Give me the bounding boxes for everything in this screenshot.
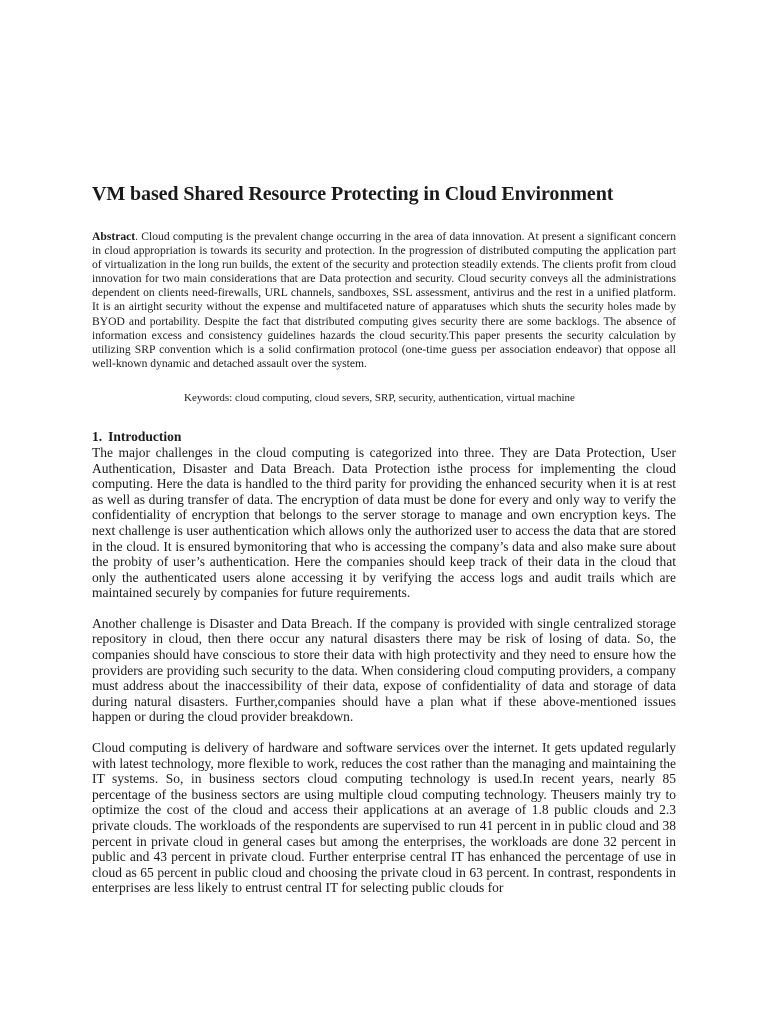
section-heading-introduction — [92, 429, 676, 445]
paragraph-1: The major challenges in the cloud computing is categorized into three. They are Data Protection, User Authentication, Disaster and Data Breach. Data Protection isthe process for implementing the cloud computing. Here the data is handled to the third parity for providing the enhanced security when it is at rest as well as during transfer of data. The encryption of data must be done for every and only way to verify the confidentiality of encryption that belongs to the server storage to manage and own encryption keys. The next challenge is user authentication which allows only the authorized user to access the data that are stored in the cloud. It is ensured bymonitoring that who is accessing the company’s data and also make sure about the probity of user’s authentication. Here the companies should keep track of their data in the cloud that only the authenticated users alone accessing it by verifying the access logs and audit trails which are maintained securely by companies for future requirements. — [92, 444, 676, 601]
section-title: Introduction — [108, 428, 182, 444]
document-page — [92, 180, 676, 911]
paper-title: VM based Shared Resource Protecting in Cloud Environment — [92, 183, 614, 205]
section-number: 1. — [92, 428, 103, 444]
abstract — [92, 230, 676, 371]
paragraph-3: Cloud computing is delivery of hardware and software services over the internet. It gets updated regularly with latest technology, more flexible to work, reduces the cost rather than the managing and maintaining the IT systems. So, in business sectors cloud computing technology is used.In recent years, nearly 85 percentage of the business sectors are using multiple cloud computing technology. Theusers mainly try to optimize the cost of the cloud and access their applications at an average of 1.8 public clouds and 2.3 private clouds. The workloads of the respondents are supervised to run 41 percent in in public cloud and 38 percent in private cloud in general cases but among the enterprises, the workloads are done 32 percent in public and 43 percent in private cloud. Further enterprise central IT has enhanced the percentage of use in cloud as 65 percent in public cloud and choosing the private cloud in 63 percent. In contrast, respondents in enterprises are less likely to entrust central IT for selecting public clouds for — [92, 740, 676, 896]
abstract-label: Abstract — [92, 230, 136, 243]
keywords: Keywords: cloud computing, cloud severs, SRP, security, authentication, virtual machine — [184, 391, 575, 404]
paragraph-2: Another challenge is Disaster and Data Breach. If the company is provided with single centralized storage repository in cloud, then there occur any natural disasters there may be risk of losing of data. So, the companies should have conscious to store their data with high protectivity and they need to ensure how the providers are providing such security to the data. When considering cloud computing providers, a company must address about the inaccessibility of their data, expose of confidentiality of data and storage of data during natural disasters. Further,companies should have a plan what if these above-mentioned issues happen or during the cloud provider breakdown. — [92, 615, 676, 725]
abstract-text: . Cloud computing is the prevalent change occurring in the area of data innovation. At present a significant concern in cloud appropriation is towards its security and protection. In the progression of distributed computing the application part of virtualization in the long run builds, the extent of the security and protection steadily extends. The clients profit from cloud innovation for two main considerations that are Data protection and security. Cloud security conveys all the administrations dependent on clients need-firewalls, URL channels, sandboxes, SSL assessment, antivirus and the rest in a unified platform. It is an airtight security without the expense and multifaceted nature of apparatuses which shuts the security holes made by BYOD and portability. Despite the fact that distributed computing gives security there are some backlogs. The absence of information excess and consistency guidelines hazards the cloud security.This paper presents the security calculation by utilizing SRP convention which is a solid confirmation protocol (one-time guess per association endeavor) that oppose all well-known dynamic and detached assault over the system. — [92, 230, 676, 370]
